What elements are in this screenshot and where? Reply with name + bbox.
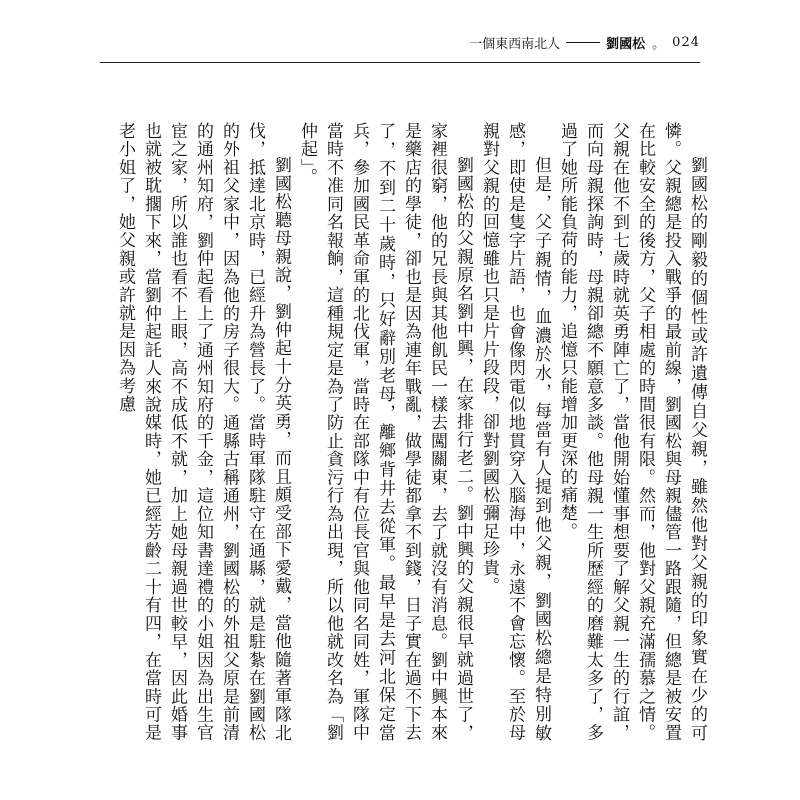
header-dash (566, 42, 600, 43)
header-rule (100, 62, 700, 63)
page-number: 024 (672, 34, 700, 50)
chapter-title: 劉國松 (606, 36, 646, 52)
running-header (469, 32, 700, 52)
body-text (112, 122, 710, 742)
header-separator: 。 (652, 36, 666, 52)
book-title: 一個東西南北人 (469, 36, 561, 52)
paragraph: 劉國松聽母親說，劉仲起十分英勇，而且頗受部下愛戴，當他隨著軍隊北伐，抵達北京時，已經升為營長了。當時軍隊駐守在通縣，就是駐紮在劉國松的外祖父家中，因為他的房子很大。通縣古稱通州，劉國松的外祖父原是前清的通州知府，劉仲起看上了通州知府的千金，這位知書達禮的小姐因為出生官宦之家，所以誰也看不上眼，高不成低不就，加上她母親過世較早，因此婚事也就被耽擱下來，當劉仲起託人來說媒時，她已經芳齡二十有四，在當時可是老小姐了，她父親或許就是因為考慮 (115, 122, 291, 742)
paragraph: 但是，父子親情，血濃於水，每當有人提到他父親，劉國松總是特別敏感，即使是隻字片語，也會像閃電似地貫穿入腦海中，永遠不會忘懷。至於母親對父親的回憶雖也只是片片段段，卻對劉國松彌足珍貴。 (479, 122, 551, 742)
paragraph: 劉國松的剛毅的個性或許遺傳自父親，雖然他對父親的印象實在少的可憐。父親總是投入戰爭的最前線，劉國松與母親儘管一路跟隨，但總是被安置在比較安全的後方，父子相處的時間很有限。然而，他對父親充滿孺慕之情。父親在他不到七歲時就英勇陣亡了，當他開始懂事想要了解父親一生的行誼，而向母親探詢時，母親卻總不願意多談。他母親一生所歷經的磨難太多了，多過了她所能負荷的能力，追憶只能增加更深的痛楚。 (557, 122, 707, 742)
paragraph: 劉國松的父親原名劉中興，在家排行老二。劉中興的父親很早就過世了，家裡很窮，他的兄長與其他飢民一樣去闖關東，去了就沒有消息。劉中興本來是藥店的學徒，卻也是因為連年戰亂，做學徒都拿不到錢，日子實在過不下去了，不到二十歲時，只好辭別老母，離鄉背井去從軍。最早是去河北保定當兵，參加國民革命軍的北伐軍，當時在部隊中有位長官與他同名同姓，軍隊中當時不准同名報餉，這種規定是為了防止貪污行為出現，所以他就改名為「劉仲起」。 (297, 122, 473, 742)
